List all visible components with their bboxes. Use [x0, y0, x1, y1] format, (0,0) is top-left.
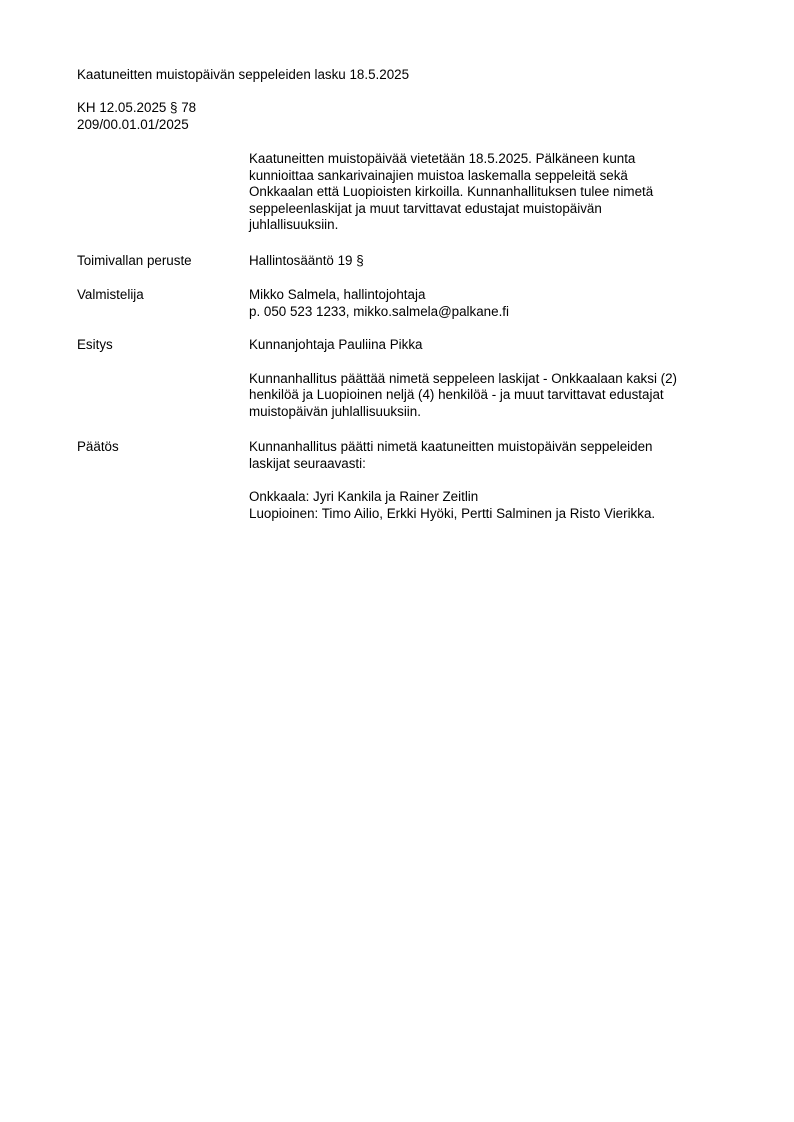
spacer [249, 472, 724, 489]
spacer [249, 354, 724, 371]
intro-line: kunnioittaa sankarivainajien muistoa laskemalla seppeleitä sekä [249, 167, 628, 183]
document-title: Kaatuneitten muistopäivän seppeleiden lasku 18.5.2025 [77, 67, 410, 82]
preparer-name: Mikko Salmela, hallintojohtaja [249, 287, 426, 302]
proposal-line: henkilöä ja Luopioinen neljä (4) henkilöä - ja muut tarvittavat edustajat [249, 387, 664, 403]
proposal-line: muistopäivän juhlallisuuksiin. [249, 403, 421, 419]
authority-value: Hallintosääntö 19 § [249, 253, 364, 268]
decision-line: laskijat seuraavasti: [249, 455, 366, 471]
preparer-contact: p. 050 523 1233, mikko.salmela@palkane.fi [249, 303, 509, 319]
intro-line: juhlallisuuksiin. [249, 217, 339, 233]
preparer-label: Valmistelija [77, 287, 144, 302]
preparer-details [249, 287, 724, 320]
record-id: 209/00.01.01/2025 [77, 117, 189, 132]
intro-paragraph [249, 151, 724, 234]
proposal-label: Esitys [77, 337, 113, 352]
authority-label: Toimivallan peruste [77, 253, 192, 268]
proposal-presenter: Kunnanjohtaja Pauliina Pikka [249, 337, 423, 352]
proposal-line: Kunnanhallitus päättää nimetä seppeleen laskijat - Onkkaalaan kaksi (2) [249, 370, 678, 386]
proposal-details [249, 337, 724, 420]
decision-luopioinen: Luopioinen: Timo Ailio, Erkki Hyöki, Pertti Salminen ja Risto Vierikka. [249, 505, 656, 521]
decision-line: Kunnanhallitus päätti nimetä kaatuneitten muistopäivän seppeleiden [249, 439, 653, 454]
intro-line: Onkkaalan että Luopioisten kirkoilla. Kunnanhallituksen tulee nimetä [249, 184, 654, 200]
decision-onkkaala: Onkkaala: Jyri Kankila ja Rainer Zeitlin [249, 489, 479, 505]
decision-details [249, 439, 724, 522]
intro-line: seppeleenlaskijat ja muut tarvittavat edustajat muistopäivän [249, 200, 602, 216]
meeting-reference: KH 12.05.2025 § 78 [77, 100, 197, 115]
intro-line: Kaatuneitten muistopäivää vietetään 18.5.2025. Pälkäneen kunta [249, 151, 636, 166]
decision-label: Päätös [77, 439, 119, 454]
